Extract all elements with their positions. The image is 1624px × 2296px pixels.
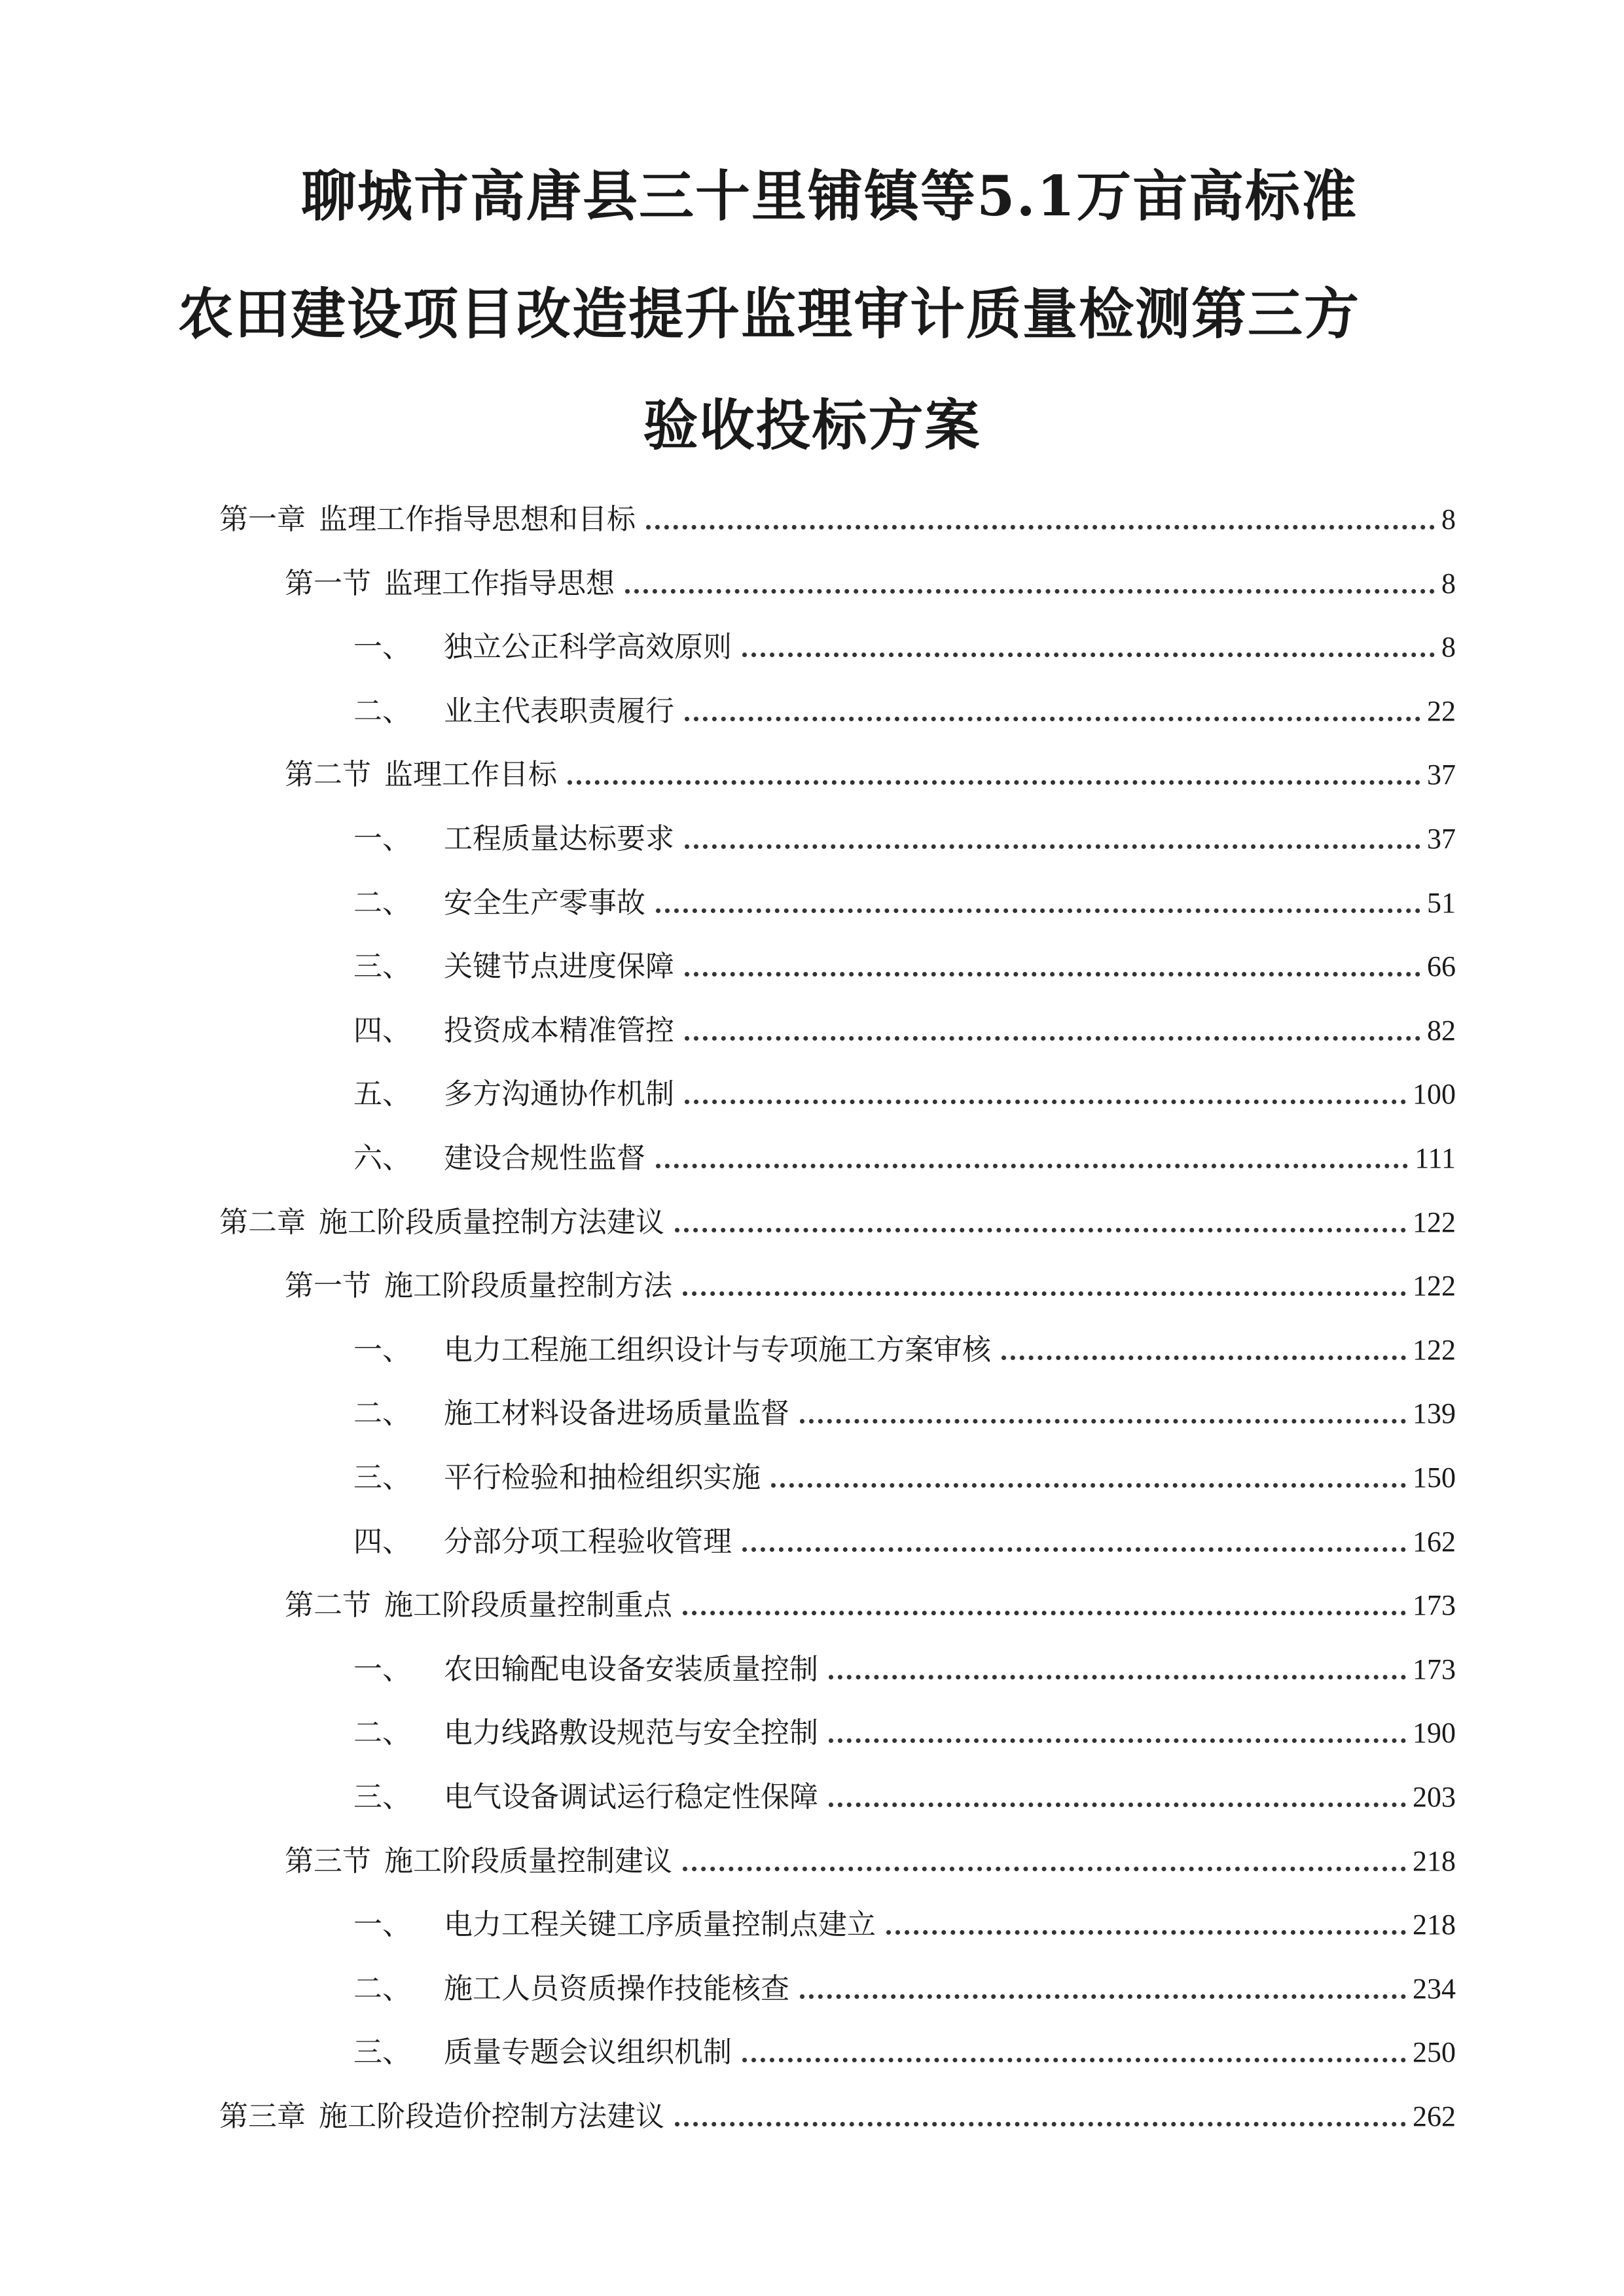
toc-entry-level-3[interactable]: [353, 1323, 1456, 1369]
toc-entry-label: [353, 1779, 822, 1816]
toc-entry-level-3[interactable]: [353, 1131, 1456, 1177]
toc-entry-level-3[interactable]: [353, 684, 1456, 730]
toc-page-number: 162: [1413, 1526, 1456, 1558]
toc-entry-number: 二、: [353, 1716, 411, 1749]
toc-entry-number: 二、: [353, 886, 411, 920]
toc-dot-leader: [742, 653, 1435, 657]
toc-entry-text: 工程质量达标要求: [444, 822, 674, 855]
toc-entry-level-2[interactable]: [285, 1259, 1456, 1304]
toc-entry-number: 第二节: [285, 758, 371, 791]
toc-entry-number: 三、: [353, 950, 411, 983]
toc-entry-level-3[interactable]: [353, 1067, 1456, 1113]
toc-entry-text: 监理工作目标: [384, 758, 557, 791]
toc-entry-level-3[interactable]: [353, 1386, 1456, 1432]
toc-entry-level-3[interactable]: [353, 1642, 1456, 1688]
toc-page-number: 37: [1427, 823, 1456, 855]
toc-entry-label: [353, 1140, 649, 1177]
toc-entry-label: [353, 1076, 678, 1113]
toc-entry-text: 施工阶段质量控制方法建议: [319, 1206, 664, 1239]
toc-dot-leader: [685, 1036, 1420, 1041]
toc-page-number: 8: [1441, 631, 1456, 663]
toc-entry-level-1[interactable]: [219, 2089, 1456, 2135]
toc-entry-label: [353, 1395, 793, 1432]
toc-page-number: 8: [1441, 567, 1456, 600]
toc-dot-leader: [646, 525, 1435, 529]
toc-entry-level-3[interactable]: [353, 1962, 1456, 2007]
document-title-line-1: 聊城市高唐县三十里铺镇等5.1万亩高标准: [301, 164, 1358, 228]
toc-entry-number: 三、: [353, 1780, 411, 1814]
toc-entry-text: 电力线路敷设规范与安全控制: [444, 1716, 818, 1749]
toc-entry-text: 分部分项工程验收管理: [444, 1525, 732, 1558]
toc-entry-number: 一、: [353, 1908, 411, 1941]
toc-dot-leader: [771, 1483, 1406, 1488]
toc-entry-label: [353, 948, 678, 985]
toc-page-number: 173: [1413, 1653, 1456, 1685]
toc-entry-text: 施工阶段造价控制方法建议: [319, 2100, 664, 2133]
toc-entry-number: 第一节: [285, 1269, 371, 1302]
toc-entry-label: [285, 1268, 676, 1304]
toc-entry-label: [353, 821, 678, 857]
toc-entry-label: [353, 629, 736, 666]
toc-entry-level-2[interactable]: [285, 1834, 1456, 1880]
toc-entry-number: 三、: [353, 1461, 411, 1494]
toc-page-number: 173: [1413, 1589, 1456, 1621]
toc-entry-number: 第一节: [285, 567, 371, 600]
toc-entry-label: [219, 1204, 668, 1241]
toc-entry-level-3[interactable]: [353, 2025, 1456, 2071]
toc-page-number: 122: [1413, 1334, 1456, 1366]
toc-entry-text: 关键节点进度保障: [444, 950, 674, 983]
toc-dot-leader: [886, 1930, 1406, 1935]
toc-entry-text: 监理工作指导思想: [384, 567, 615, 600]
toc-entry-level-3[interactable]: [353, 1450, 1456, 1496]
toc-entry-text: 施工人员资质操作技能核查: [444, 1972, 789, 2005]
toc-entry-number: 四、: [353, 1525, 411, 1558]
toc-entry-text: 电力工程关键工序质量控制点建立: [444, 1908, 876, 1941]
toc-entry-number: 第三节: [285, 1844, 371, 1878]
toc-entry-label: [353, 2034, 736, 2071]
toc-page-number: 150: [1413, 1462, 1456, 1494]
toc-entry-number: 一、: [353, 1653, 411, 1686]
toc-dot-leader: [656, 1164, 1408, 1168]
toc-page-number: 100: [1413, 1078, 1456, 1110]
toc-dot-leader: [568, 780, 1420, 785]
toc-entry-label: [285, 1843, 676, 1880]
toc-entry-text: 安全生产零事故: [444, 886, 645, 920]
toc-page-number: 234: [1413, 1973, 1456, 2005]
toc-page-number: 122: [1413, 1206, 1456, 1238]
toc-page-number: 82: [1427, 1014, 1456, 1047]
toc-page-number: 22: [1427, 695, 1456, 727]
toc-entry-number: 第二章: [219, 1206, 306, 1239]
toc-entry-label: [285, 1587, 676, 1624]
document-title-line-3: 验收投标方案: [643, 393, 981, 457]
toc-entry-label: [285, 565, 619, 602]
toc-entry-number: 二、: [353, 1972, 411, 2005]
toc-page-number: 203: [1413, 1781, 1456, 1813]
toc-dot-leader: [685, 972, 1420, 977]
toc-entry-label: [353, 1332, 995, 1369]
toc-entry-level-3[interactable]: [353, 876, 1456, 922]
toc-dot-leader: [683, 1867, 1406, 1871]
toc-entry-text: 施工阶段质量控制方法: [384, 1269, 672, 1302]
toc-page-number: 218: [1413, 1845, 1456, 1877]
toc-entry-text: 电气设备调试运行稳定性保障: [444, 1780, 818, 1814]
toc-page-number: 139: [1413, 1397, 1456, 1429]
toc-dot-leader: [800, 1419, 1406, 1424]
toc-entry-number: 三、: [353, 2036, 411, 2069]
toc-page-number: 111: [1415, 1142, 1456, 1174]
toc-entry-text: 建设合规性监督: [444, 1141, 645, 1175]
toc-page-number: 122: [1413, 1270, 1456, 1302]
toc-entry-label: [353, 885, 649, 922]
toc-page-number: 66: [1427, 950, 1456, 982]
toc-entry-text: 质量专题会议组织机制: [444, 2036, 732, 2069]
toc-entry-level-2[interactable]: [285, 1578, 1456, 1624]
toc-dot-leader: [683, 1611, 1406, 1615]
toc-entry-label: [353, 1651, 822, 1688]
toc-entry-level-1[interactable]: [219, 492, 1456, 538]
toc-dot-leader: [800, 1994, 1406, 1999]
toc-entry-text: 施工阶段质量控制重点: [384, 1588, 672, 1622]
toc-entry-label: [219, 501, 640, 538]
toc-entry-level-3[interactable]: [353, 812, 1456, 857]
toc-dot-leader: [656, 908, 1420, 913]
toc-page-number: 51: [1427, 887, 1456, 919]
toc-entry-number: 第二节: [285, 1588, 371, 1622]
toc-entry-label: [353, 1460, 765, 1496]
toc-entry-number: 第三章: [219, 2100, 306, 2133]
toc-entry-label: [285, 757, 561, 793]
toc-entry-label: [353, 693, 678, 730]
toc-entry-number: 二、: [353, 1397, 411, 1430]
toc-entry-label: [353, 1715, 822, 1751]
toc-entry-number: 第一章: [219, 503, 306, 536]
toc-entry-text: 业主代表职责履行: [444, 694, 674, 728]
toc-dot-leader: [685, 844, 1420, 849]
toc-entry-text: 独立公正科学高效原则: [444, 630, 732, 664]
toc-dot-leader: [625, 589, 1435, 594]
toc-dot-leader: [829, 1675, 1406, 1679]
toc-entry-text: 施工阶段质量控制建议: [384, 1844, 672, 1878]
toc-entry-label: [353, 1907, 880, 1943]
toc-entry-label: [353, 1524, 736, 1560]
toc-dot-leader: [675, 1228, 1406, 1232]
toc-dot-leader: [683, 1291, 1406, 1296]
toc-dot-leader: [1001, 1355, 1406, 1360]
toc-page-number: 262: [1413, 2100, 1456, 2132]
toc-dot-leader: [685, 1100, 1406, 1104]
toc-entry-number: 五、: [353, 1077, 411, 1111]
toc-entry-level-2[interactable]: [285, 556, 1456, 602]
toc-entry-level-3[interactable]: [353, 620, 1456, 666]
toc-entry-label: [219, 2098, 668, 2135]
toc-entry-number: 四、: [353, 1014, 411, 1047]
toc-entry-number: 一、: [353, 822, 411, 855]
toc-entry-text: 施工材料设备进场质量监督: [444, 1397, 789, 1430]
toc-entry-level-3[interactable]: [353, 1515, 1456, 1560]
toc-dot-leader: [742, 2058, 1406, 2062]
toc-entry-level-3[interactable]: [353, 939, 1456, 985]
toc-entry-level-3[interactable]: [353, 1897, 1456, 1943]
toc-dot-leader: [675, 2122, 1406, 2126]
toc-entry-label: [353, 1013, 678, 1049]
toc-entry-text: 监理工作指导思想和目标: [319, 503, 636, 536]
toc-entry-level-3[interactable]: [353, 1770, 1456, 1816]
toc-entry-number: 六、: [353, 1141, 411, 1175]
toc-entry-number: 一、: [353, 1333, 411, 1367]
toc-entry-text: 平行检验和抽检组织实施: [444, 1461, 761, 1494]
toc-dot-leader: [742, 1547, 1406, 1552]
toc-page-number: 190: [1413, 1717, 1456, 1749]
toc-dot-leader: [685, 717, 1420, 721]
toc-entry-level-3[interactable]: [353, 1003, 1456, 1049]
toc-entry-text: 电力工程施工组织设计与专项施工方案审核: [444, 1333, 991, 1367]
toc-page-number: 218: [1413, 1909, 1456, 1941]
toc-page-number: 250: [1413, 2036, 1456, 2068]
toc-page-number: 37: [1427, 759, 1456, 791]
toc-entry-text: 农田输配电设备安装质量控制: [444, 1653, 818, 1686]
toc-entry-level-3[interactable]: [353, 1706, 1456, 1751]
toc-entry-text: 多方沟通协作机制: [444, 1077, 674, 1111]
toc-entry-level-1[interactable]: [219, 1195, 1456, 1241]
toc-entry-level-2[interactable]: [285, 747, 1456, 793]
toc-entry-text: 投资成本精准管控: [444, 1014, 674, 1047]
toc-entry-label: [353, 1971, 793, 2007]
toc-entry-number: 二、: [353, 694, 411, 728]
toc-dot-leader: [829, 1738, 1406, 1743]
toc-dot-leader: [829, 1803, 1406, 1807]
toc-page-number: 8: [1441, 503, 1456, 535]
toc-entry-number: 一、: [353, 630, 411, 664]
document-title-line-2: 农田建设项目改造提升监理审计质量检测第三方: [178, 281, 1361, 346]
